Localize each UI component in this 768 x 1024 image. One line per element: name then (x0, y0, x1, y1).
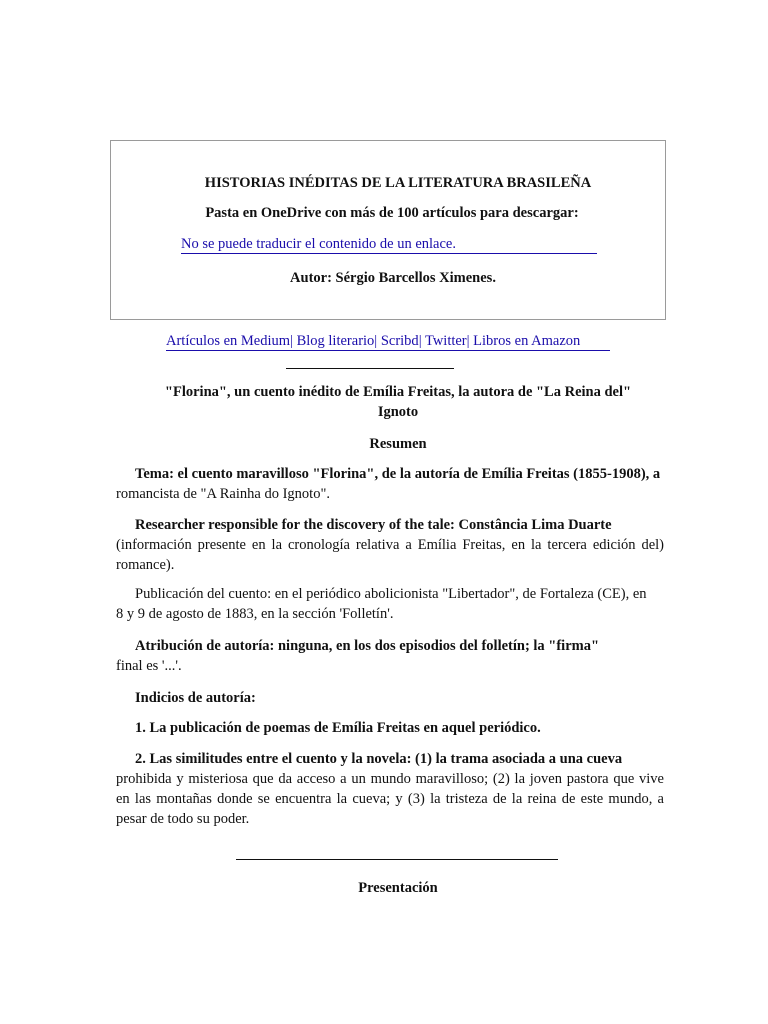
box-author: Autor: Sérgio Barcellos Ximenes. (290, 270, 496, 286)
presentacion-heading: Presentación (358, 880, 438, 896)
publication-line-1: Publicación del cuento: en el periódico abolicionista "Libertador", de Fortaleza (CE), en (135, 586, 647, 602)
divider (286, 368, 454, 369)
indicios-label: Indicios de autoría: (135, 690, 256, 706)
header-box (110, 140, 666, 320)
nav-separator: | (374, 333, 378, 349)
nav-links (166, 332, 610, 351)
tema-bold: Tema: el cuento maravilloso "Florina", de la autoría de Emília Freitas (1855-1908), a (135, 466, 661, 482)
nav-separator: | (290, 333, 293, 349)
onedrive-link[interactable]: No se puede traducir el contenido de un enlace. (181, 236, 597, 254)
attribution-rest: final es '...'. (116, 658, 182, 674)
attribution-bold: Atribución de autoría: ninguna, en los dos episodios del folletín; la "firma" (135, 638, 600, 654)
indicio-1-text: 1. La publicación de poemas de Emília Freitas en aquel periódico. (135, 720, 541, 736)
nav-separator: | (418, 333, 422, 349)
indicio-2 (116, 749, 664, 829)
paragraph-tema (116, 464, 664, 504)
researcher-bold: Researcher responsible for the discovery of the tale: Constância Lima Duarte (135, 517, 612, 533)
indicio-2-bold: 2. Las similitudes entre el cuento y la novela: (1) la trama asociada a una cueva (135, 751, 623, 767)
paragraph-attribution (116, 636, 664, 676)
article-title (120, 382, 676, 422)
box-title: HISTORIAS INÉDITAS DE LA LITERATURA BRASILEÑA (204, 175, 592, 191)
nav-separator: | (466, 333, 470, 349)
researcher-rest: (información presente en la cronología relativa a Emília Freitas, en la tercera edición del) romance). (116, 537, 664, 573)
link-amazon[interactable]: Libros en Amazon (473, 333, 581, 349)
box-subtitle: Pasta en OneDrive con más de 100 artículos para descargar: (205, 205, 579, 221)
link-scribd[interactable]: Scribd (380, 333, 419, 349)
link-medium[interactable]: Artículos en Medium (166, 333, 291, 349)
tema-rest: romancista de "A Rainha do Ignoto". (116, 486, 330, 502)
article-title-line-1: "Florina", un cuento inédito de Emília Freitas, la autora de "La Reina del" (164, 384, 632, 400)
resumen-heading: Resumen (369, 436, 427, 452)
link-twitter[interactable]: Twitter (424, 333, 467, 349)
indicios-heading (116, 688, 664, 708)
paragraph-publication (116, 584, 664, 624)
indicio-2-rest: prohibida y misteriosa que da acceso a un mundo maravilloso; (2) la joven pastora que vive en las montañas donde se encuentra la cueva; y (3) la tristeza de la reina de este mundo, a pesar de todo su poder. (116, 771, 664, 827)
divider (236, 859, 558, 860)
paragraph-researcher (116, 515, 664, 575)
article-title-line-2: Ignoto (377, 404, 419, 420)
link-blog[interactable]: Blog literario (296, 333, 375, 349)
publication-line-2: 8 y 9 de agosto de 1883, en la sección 'Folletín'. (116, 606, 394, 622)
indicio-1 (116, 718, 664, 738)
